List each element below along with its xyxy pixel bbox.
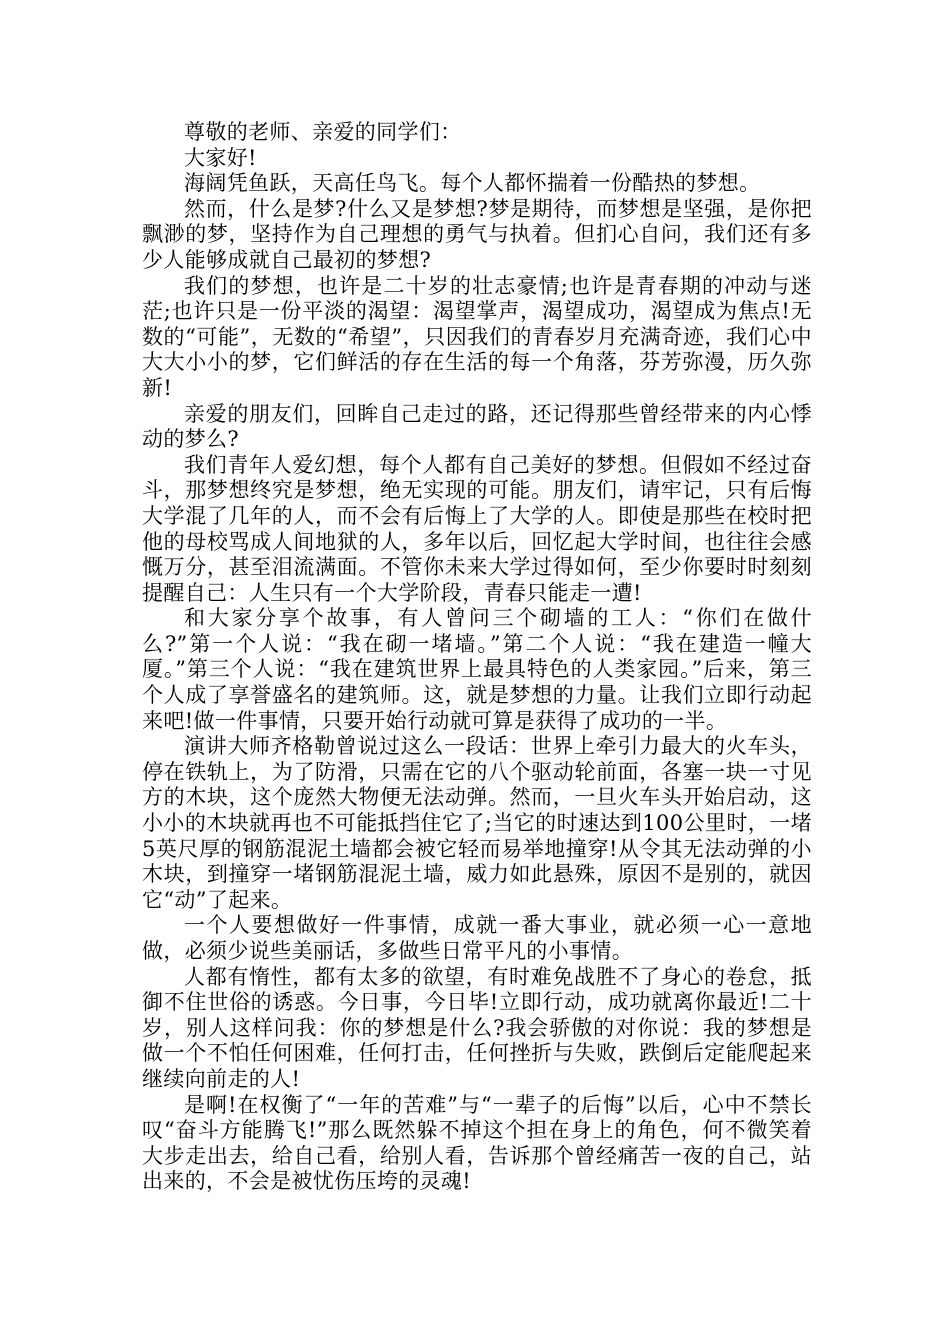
paragraph: 演讲大师齐格勒曾说过这么一段话：世界上牵引力最大的火车头，停在铁轨上，为了防滑，只需在它的八个驱动轮前面，各塞一块一寸见方的木块，这个庞然大物便无法动弹。然而，一旦火车头开始启动，这小小的木块就再也不可能抵挡住它了;当它的时速达到100公里时，一堵5英尺厚的钢筋混泥土墙都会被它轻而易举地撞穿!从令其无法动弹的小木块，到撞穿一堵钢筋混泥土墙，威力如此悬殊，原因不是别的，就因它“动”了起来。 [142, 734, 812, 912]
paragraph: 是啊!在权衡了“一年的苦难”与“一辈子的后悔”以后，心中不禁长叹“奋斗方能腾飞!”那么既然躲不掉这个担在身上的角色，何不微笑着大步走出去，给自己看，给别人看，告诉那个曾经痛苦一夜的自己，站出来的，不会是被忧伤压垮的灵魂! [142, 1092, 812, 1194]
paragraph: 人都有惰性，都有太多的欲望，有时难免战胜不了身心的卷怠，抵御不住世俗的诱惑。今日事，今日毕!立即行动，成功就离你最近!二十岁，别人这样问我：你的梦想是什么?我会骄傲的对你说：我的梦想是做一个不怕任何困难，任何打击，任何挫折与失败，跌倒后定能爬起来继续向前走的人! [142, 964, 812, 1091]
paragraph: 我们的梦想，也许是二十岁的壮志豪情;也许是青春期的冲动与迷茫;也许只是一份平淡的渴望：渴望掌声，渴望成功，渴望成为焦点!无数的“可能”，无数的“希望”，只因我们的青春岁月充满奇迹，我们心中大大小小的梦，它们鲜活的存在生活的每一个角落，芬芳弥漫，历久弥新! [142, 273, 812, 400]
paragraph: 一个人要想做好一件事情，成就一番大事业，就必须一心一意地做，必须少说些美丽话，多做些日常平凡的小事情。 [142, 913, 812, 963]
paragraph-salutation: 尊敬的老师、亲爱的同学们： [184, 120, 462, 144]
paragraph-greeting: 大家好! [184, 145, 257, 170]
paragraph: 亲爱的朋友们，回眸自己走过的路，还记得那些曾经带来的内心悸动的梦么? [142, 401, 812, 452]
paragraph: 和大家分享个故事，有人曾问三个砌墙的工人：“你们在做什么?”第一个人说：“我在砌一堵墙。”第二个人说：“我在建造一幢大厦。”第三个人说：“我在建筑世界上最具特色的人类家园。”后来，第三个人成了享誉盛名的建筑师。这，就是梦想的力量。让我们立即行动起来吧!做一件事情，只要开始行动就可算是获得了成功的一半。 [142, 606, 812, 733]
paragraph: 然而，什么是梦?什么又是梦想?梦是期待，而梦想是坚强，是你把飘渺的梦，坚持作为自己理想的勇气与执着。但扪心自问，我们还有多少人能够成就自己最初的梦想? [142, 196, 812, 272]
paragraph: 我们青年人爱幻想，每个人都有自己美好的梦想。但假如不经过奋斗，那梦想终究是梦想，绝无实现的可能。朋友们，请牢记，只有后悔大学混了几年的人，而不会有后悔上了大学的人。即使是那些在校时把他的母校骂成人间地狱的人，多年以后，回忆起大学时间，也往往会感慨万分，甚至泪流满面。不管你未来大学过得如何，至少你要时时刻刻提醒自己：人生只有一个大学阶段，青春只能走一遭! [142, 452, 812, 605]
document-body [142, 120, 812, 1195]
paragraph: 海阔凭鱼跃，天高任鸟飞。每个人都怀揣着一份酷热的梦想。 [184, 171, 761, 196]
